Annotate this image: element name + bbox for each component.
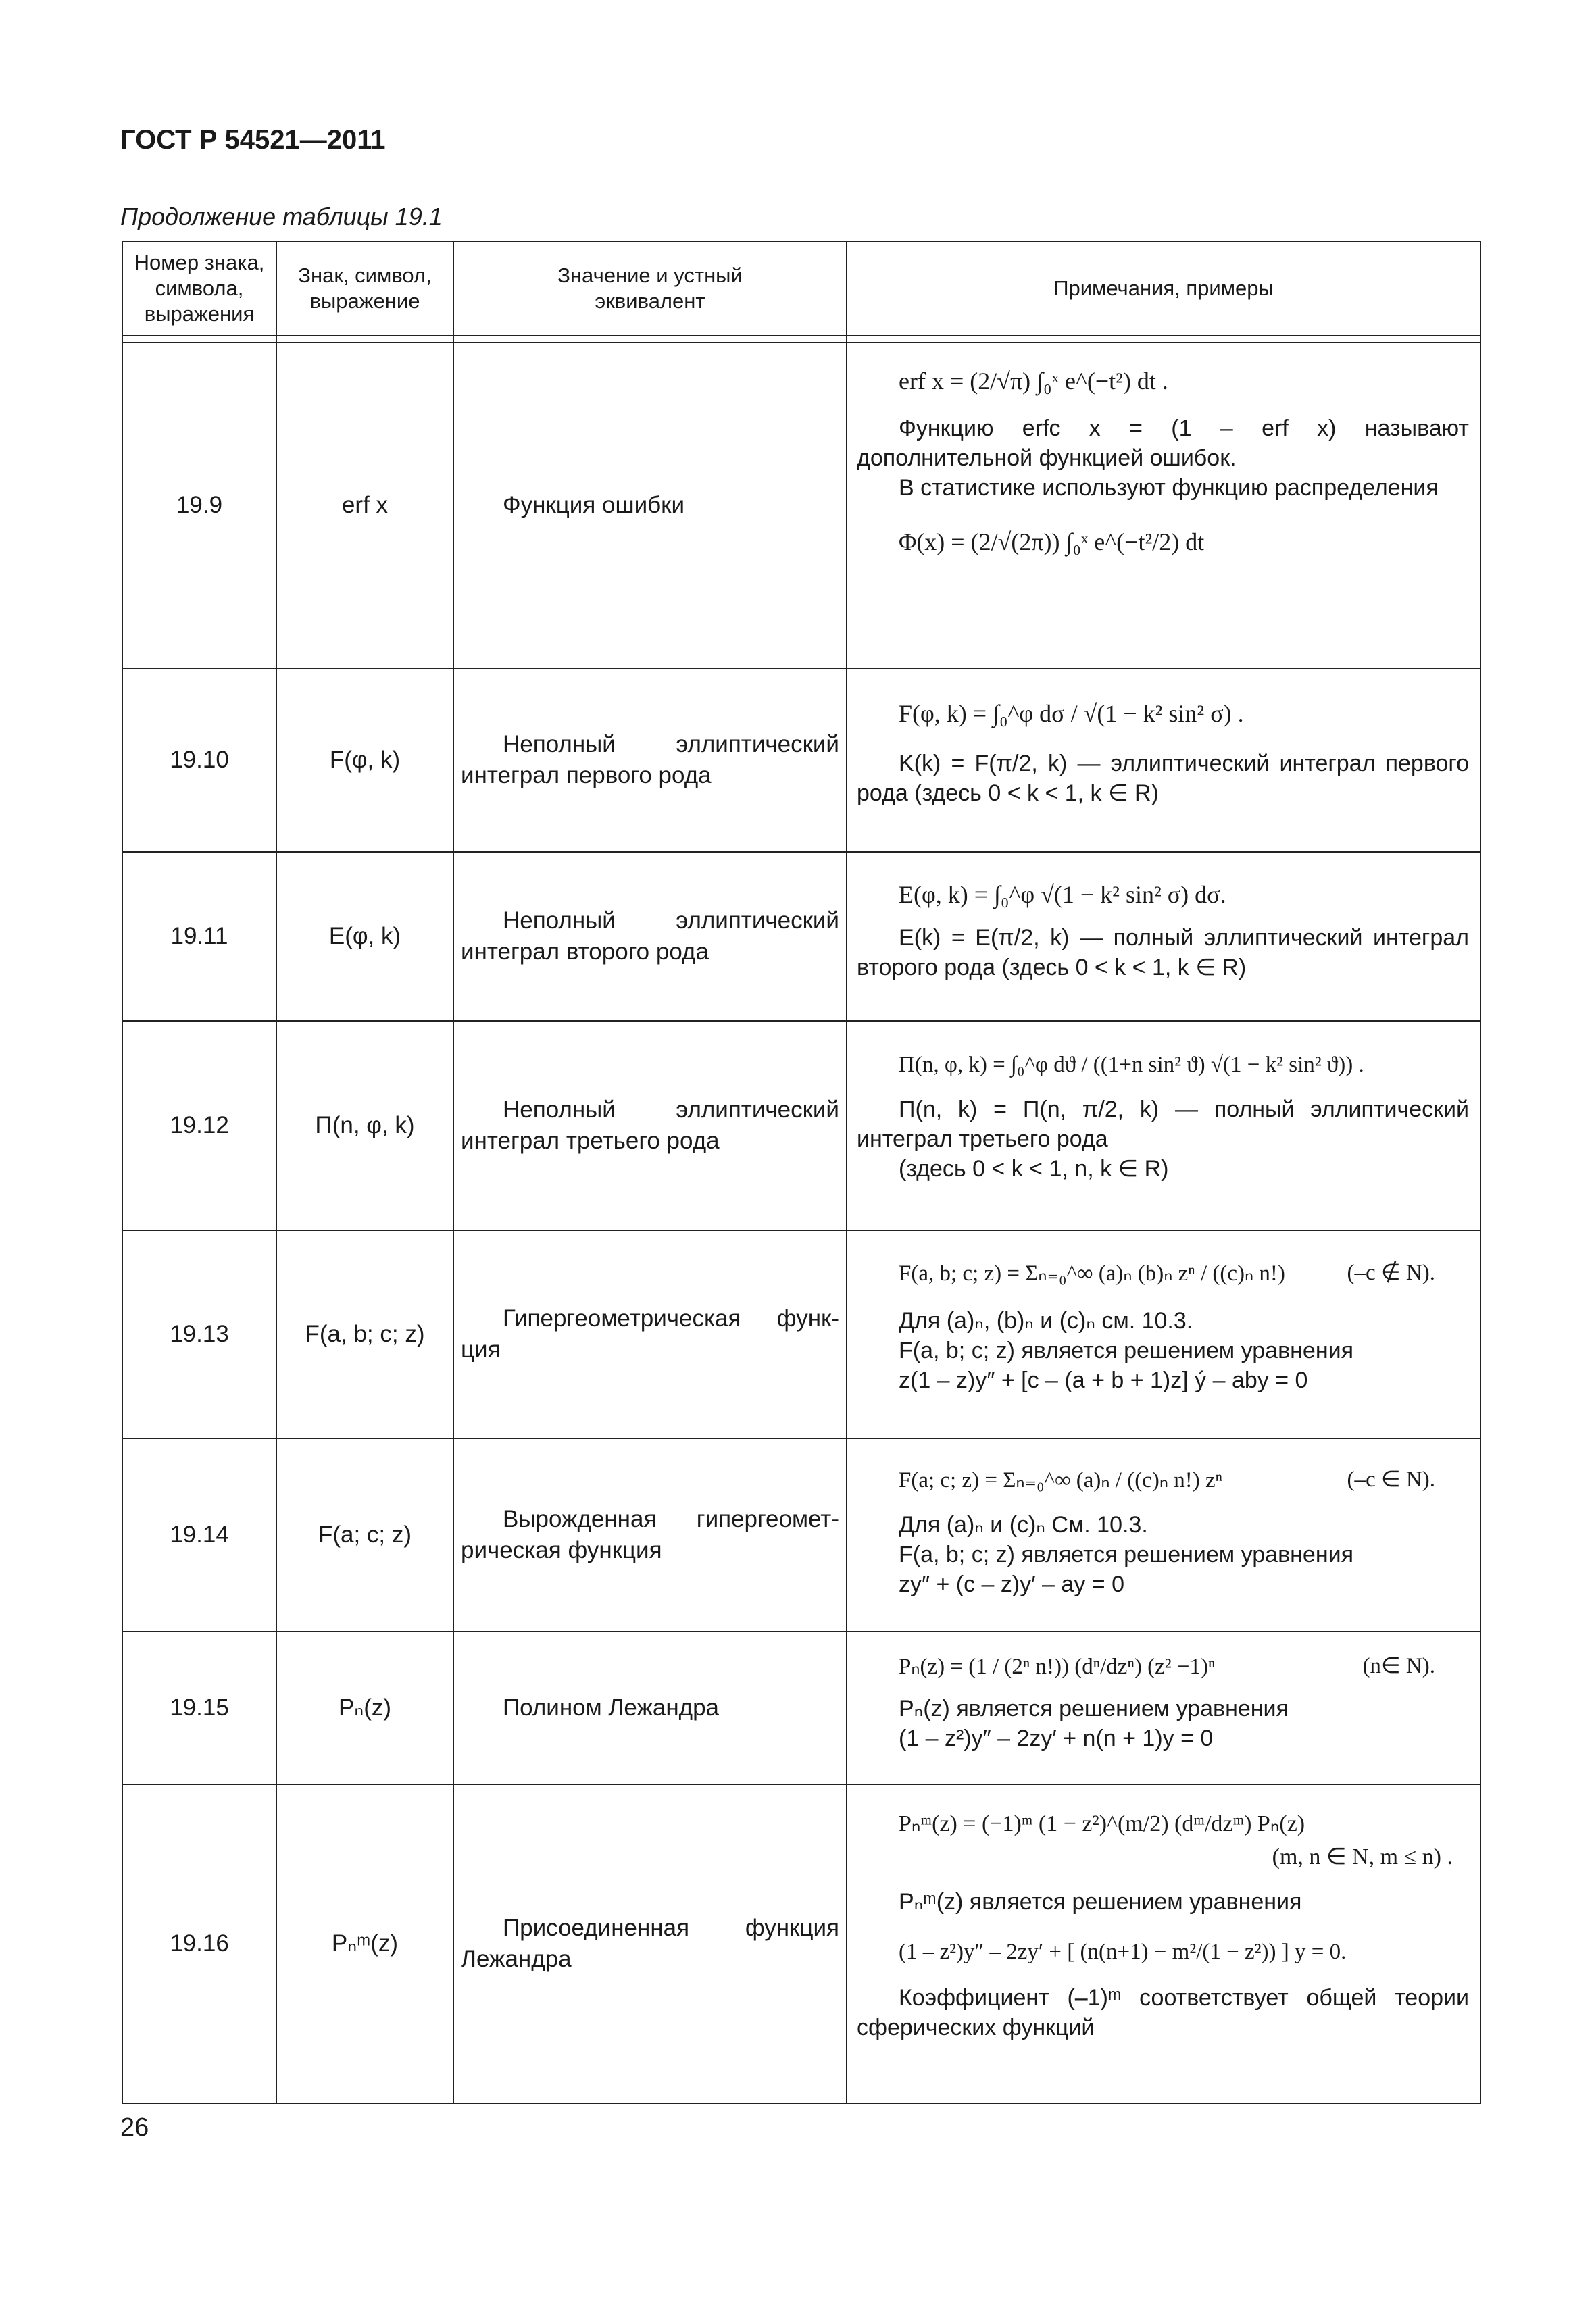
row-notes xyxy=(847,1438,1480,1632)
row-meaning xyxy=(453,668,847,852)
note-text: K(k) = F(π/2, k) — эллиптический интеграл первого рода (здесь 0 < k < 1, k ∈ R) xyxy=(857,751,1469,806)
note-text: Pₙᵐ(z) является решением уравнения xyxy=(899,1889,1302,1915)
formula: F(φ, k) = ∫₀^φ dσ / √(1 − k² sin² σ) . xyxy=(899,700,1244,727)
meaning-line: интеграл второго рода xyxy=(461,938,709,965)
row-symbol: Pₙ(z) xyxy=(276,1632,453,1784)
col-header-notes: Примечания, примеры xyxy=(847,241,1480,336)
row-notes xyxy=(847,1784,1480,2103)
col-header-symbol: Знак, символ, выражение xyxy=(276,241,453,336)
formula-condition: (–c ∈ N). xyxy=(1347,1467,1435,1492)
table-header-row xyxy=(122,241,1480,336)
meaning-line: Вырожденная гипергеомет- xyxy=(503,1506,839,1532)
row-meaning xyxy=(453,1021,847,1230)
row-meaning xyxy=(453,1784,847,2103)
row-symbol: erf x xyxy=(276,343,453,668)
note-text: Для (a)ₙ и (c)ₙ См. 10.3. xyxy=(899,1512,1148,1538)
row-meaning xyxy=(453,1230,847,1438)
table-row xyxy=(122,1438,1480,1632)
meaning-line: Неполный эллиптический xyxy=(503,731,839,757)
note-text: F(a, b; c; z) является решением уравнения xyxy=(899,1542,1353,1567)
formula: F(a, b; c; z) = Σₙ₌₀^∞ (a)ₙ (b)ₙ zⁿ / ((c)ₙ n!) xyxy=(899,1261,1285,1286)
note-text: Pₙ(z) является решением уравнения xyxy=(899,1696,1289,1721)
formula-line xyxy=(857,1449,1469,1510)
header-separator xyxy=(122,336,1480,343)
meaning-line: Функция ошибки xyxy=(503,492,685,518)
meaning-line: Неполный эллиптический xyxy=(503,1097,839,1123)
row-meaning xyxy=(453,1438,847,1632)
row-meaning xyxy=(453,343,847,668)
row-symbol: E(φ, k) xyxy=(276,852,453,1021)
meaning-line: Присоединенная функция xyxy=(503,1915,839,1941)
row-number: 19.11 xyxy=(122,852,276,1021)
row-number: 19.13 xyxy=(122,1230,276,1438)
meaning-line: рическая функция xyxy=(461,1537,662,1563)
col-header-number: Номер знака, символа, выражения xyxy=(122,241,276,336)
note-text: Коэффициент (–1)ᵐ соответствует общей теории сферических функций xyxy=(857,1985,1469,2040)
note-text: Функцию erfc x = (1 – erf x) называют дополнительной функцией ошибок. xyxy=(857,416,1469,471)
formula: Φ(x) = (2/√(2π)) ∫₀ˣ e^(−t²/2) dt xyxy=(899,528,1205,555)
formula: E(φ, k) = ∫₀^φ √(1 − k² sin² σ) dσ. xyxy=(899,881,1226,908)
table-row xyxy=(122,852,1480,1021)
row-number: 19.9 xyxy=(122,343,276,668)
formula: Pₙᵐ(z) = (−1)ᵐ (1 − z²)^(m/2) (dᵐ/dzᵐ) Pₙ(z) xyxy=(899,1811,1305,1836)
row-notes xyxy=(847,1230,1480,1438)
note-text: zy″ + (c – z)y′ – ay = 0 xyxy=(899,1571,1124,1597)
meaning-line: интеграл третьего рода xyxy=(461,1128,720,1154)
formula-line xyxy=(857,1240,1469,1306)
note-text: F(a, b; c; z) является решением уравнения xyxy=(899,1338,1353,1363)
table-row xyxy=(122,1632,1480,1784)
note-text: В статистике используют функцию распределения xyxy=(899,475,1439,501)
row-symbol: Pₙᵐ(z) xyxy=(276,1784,453,2103)
table-row xyxy=(122,1021,1480,1230)
page-number: 26 xyxy=(120,2113,149,2142)
meaning-line: Неполный эллиптический xyxy=(503,907,839,934)
table-row xyxy=(122,1230,1480,1438)
note-text: (здесь 0 < k < 1, n, k ∈ R) xyxy=(899,1156,1169,1182)
note-text: E(k) = E(π/2, k) — полный эллиптический интеграл второго рода (здесь 0 < k < 1, k ∈ R) xyxy=(857,925,1469,980)
table-row xyxy=(122,343,1480,668)
row-symbol: F(a; c; z) xyxy=(276,1438,453,1632)
table-row xyxy=(122,1784,1480,2103)
row-symbol: F(a, b; c; z) xyxy=(276,1230,453,1438)
table-row xyxy=(122,668,1480,852)
formula-line xyxy=(857,1642,1469,1694)
row-notes xyxy=(847,668,1480,852)
document-header: ГОСТ Р 54521—2011 xyxy=(120,125,386,155)
meaning-line: Гипергеометрическая функ- xyxy=(503,1305,839,1332)
symbols-table xyxy=(122,241,1480,2104)
row-notes xyxy=(847,852,1480,1021)
row-number: 19.16 xyxy=(122,1784,276,2103)
table-caption: Продолжение таблицы 19.1 xyxy=(120,203,443,230)
row-meaning xyxy=(453,852,847,1021)
formula: Π(n, φ, k) = ∫₀^φ dϑ / ((1+n sin² ϑ) √(1 − k² sin² ϑ)) . xyxy=(899,1053,1364,1077)
formula: F(a; c; z) = Σₙ₌₀^∞ (a)ₙ / ((c)ₙ n!) zⁿ xyxy=(899,1468,1222,1492)
meaning-line: интеграл первого рода xyxy=(461,762,712,788)
formula-condition-line xyxy=(857,1842,1469,1887)
row-meaning xyxy=(453,1632,847,1784)
col-header-meaning: Значение и устный эквивалент xyxy=(453,241,847,336)
formula: Pₙ(z) = (1 / (2ⁿ n!)) (dⁿ/dzⁿ) (z² −1)ⁿ xyxy=(899,1655,1216,1679)
row-symbol: F(φ, k) xyxy=(276,668,453,852)
row-notes xyxy=(847,1021,1480,1230)
row-notes xyxy=(847,1632,1480,1784)
note-text: (1 – z²)y″ – 2zy′ + n(n + 1)y = 0 xyxy=(899,1726,1214,1751)
row-notes xyxy=(847,343,1480,668)
meaning-line: Лежандра xyxy=(461,1946,572,1972)
row-number: 19.14 xyxy=(122,1438,276,1632)
formula: (1 – z²)y″ – 2zy′ + [ (n(n+1) − m²/(1 − z²)) ] y = 0. xyxy=(899,1940,1347,1964)
row-symbol: Π(n, φ, k) xyxy=(276,1021,453,1230)
note-text: Для (a)ₙ, (b)ₙ и (c)ₙ см. 10.3. xyxy=(899,1308,1193,1334)
note-text: z(1 – z)y″ + [c – (a + b + 1)z] ý – aby = 0 xyxy=(899,1367,1308,1393)
row-number: 19.15 xyxy=(122,1632,276,1784)
note-text: Π(n, k) = Π(n, π/2, k) — полный эллиптический интеграл третьего рода xyxy=(857,1097,1469,1152)
formula: erf x = (2/√π) ∫₀ˣ e^(−t²) dt . xyxy=(899,368,1168,395)
row-number: 19.10 xyxy=(122,668,276,852)
formula-condition: (n∈ N). xyxy=(1362,1654,1435,1678)
meaning-line: Полином Лежандра xyxy=(503,1694,720,1721)
formula-condition: (–c ∉ N). xyxy=(1347,1261,1435,1285)
row-number: 19.12 xyxy=(122,1021,276,1230)
formula-condition: (m, n ∈ N, m ≤ n) . xyxy=(1272,1844,1453,1869)
meaning-line: ция xyxy=(461,1336,501,1363)
